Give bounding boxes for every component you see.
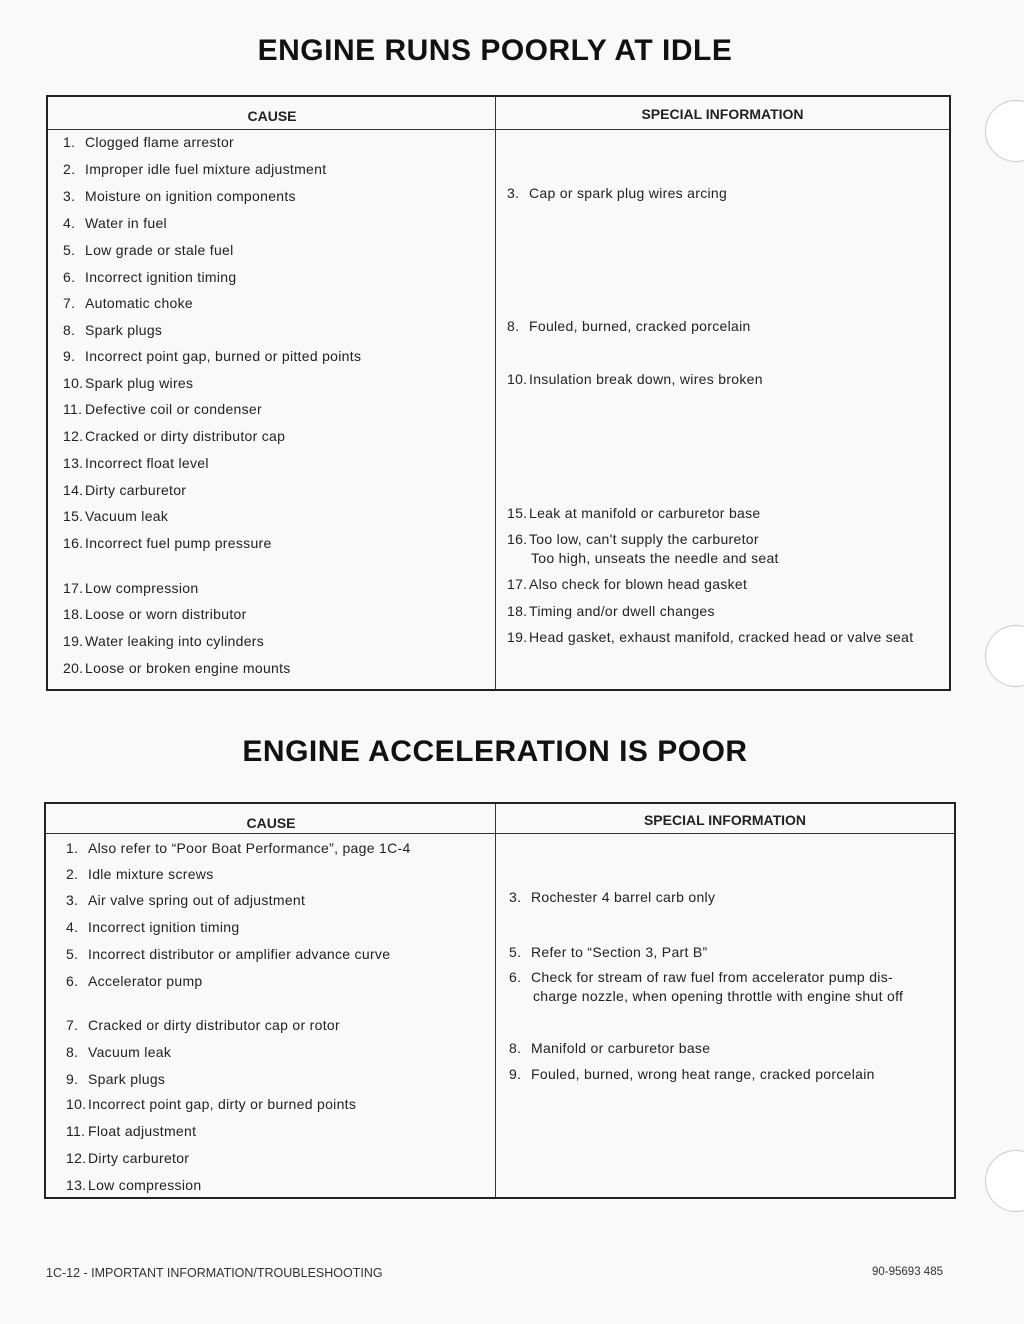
item-number: 16. bbox=[63, 535, 84, 551]
item-number: 6. bbox=[509, 969, 522, 985]
cause-item bbox=[63, 269, 236, 285]
item-number: 14. bbox=[63, 482, 84, 498]
item-number: 6. bbox=[63, 269, 76, 285]
item-text: Incorrect float level bbox=[85, 455, 209, 471]
item-number: 15. bbox=[507, 505, 528, 521]
item-number: 11. bbox=[63, 401, 83, 417]
item-text: Spark plug wires bbox=[85, 375, 194, 391]
cause-item bbox=[63, 188, 296, 204]
item-text: Float adjustment bbox=[88, 1123, 197, 1139]
item-number: 6. bbox=[66, 973, 79, 989]
item-number: 9. bbox=[66, 1071, 79, 1087]
info-header: SPECIAL INFORMATION bbox=[641, 106, 804, 122]
item-number: 5. bbox=[509, 944, 522, 960]
item-text: Incorrect point gap, burned or pitted points bbox=[85, 348, 362, 364]
item-text: Fouled, burned, wrong heat range, cracked porcelain bbox=[531, 1066, 875, 1082]
cause-item bbox=[63, 322, 162, 338]
cause-item bbox=[63, 428, 285, 444]
item-number: 2. bbox=[63, 161, 76, 177]
binder-hole bbox=[985, 625, 1024, 687]
binder-hole bbox=[985, 100, 1024, 162]
item-number: 9. bbox=[63, 348, 76, 364]
item-number: 8. bbox=[507, 318, 520, 334]
cause-item bbox=[63, 606, 247, 622]
cause-item bbox=[63, 660, 291, 676]
item-text: Cracked or dirty distributor cap or rotor bbox=[88, 1017, 340, 1033]
info-item bbox=[509, 889, 715, 905]
item-text: Accelerator pump bbox=[88, 973, 203, 989]
item-number: 18. bbox=[507, 603, 528, 619]
item-number: 13. bbox=[66, 1177, 87, 1193]
cause-item bbox=[66, 919, 239, 935]
cause-item bbox=[66, 1177, 201, 1193]
item-text: Refer to “Section 3, Part B” bbox=[531, 944, 708, 960]
footer-page-label: 1C-12 - IMPORTANT INFORMATION/TROUBLESHOOTING bbox=[46, 1266, 383, 1280]
item-text: Idle mixture screws bbox=[88, 866, 214, 882]
item-text: Vacuum leak bbox=[88, 1044, 172, 1060]
section2-title: ENGINE ACCELERATION IS POOR bbox=[242, 735, 748, 768]
info-item bbox=[507, 505, 761, 521]
item-text: Incorrect distributor or amplifier advance curve bbox=[88, 946, 391, 962]
item-number: 13. bbox=[63, 455, 84, 471]
info-item bbox=[507, 576, 747, 592]
item-number: 11. bbox=[66, 1123, 86, 1139]
item-number: 4. bbox=[63, 215, 76, 231]
item-text: Water leaking into cylinders bbox=[85, 633, 265, 649]
info-header: SPECIAL INFORMATION bbox=[643, 812, 807, 828]
item-number: 9. bbox=[509, 1066, 522, 1082]
column-divider bbox=[495, 97, 496, 689]
info-item bbox=[507, 629, 913, 645]
item-number: 5. bbox=[66, 946, 79, 962]
cause-item bbox=[63, 580, 198, 596]
column-divider bbox=[495, 804, 496, 1197]
item-text: Too low, can't supply the carburetor bbox=[529, 531, 759, 547]
item-text: Rochester 4 barrel carb only bbox=[531, 889, 716, 905]
item-number: 1. bbox=[66, 840, 79, 856]
item-text: Also check for blown head gasket bbox=[529, 576, 748, 592]
item-text: Air valve spring out of adjustment bbox=[88, 892, 306, 908]
table-header bbox=[48, 97, 949, 130]
cause-item bbox=[66, 866, 214, 882]
item-number: 10. bbox=[507, 371, 528, 387]
item-text: Spark plugs bbox=[85, 322, 163, 338]
item-text-continued: charge nozzle, when opening throttle with engine shut off bbox=[533, 988, 904, 1004]
cause-item bbox=[66, 892, 305, 908]
info-item bbox=[509, 944, 707, 960]
item-number: 3. bbox=[507, 185, 520, 201]
cause-item bbox=[63, 401, 262, 417]
item-number: 1. bbox=[63, 134, 76, 150]
info-item bbox=[507, 531, 779, 566]
item-number: 12. bbox=[63, 428, 84, 444]
item-text: Spark plugs bbox=[88, 1071, 166, 1087]
info-item bbox=[507, 371, 763, 387]
item-text: Incorrect ignition timing bbox=[88, 919, 240, 935]
item-number: 10. bbox=[66, 1096, 87, 1112]
item-text: Low compression bbox=[85, 580, 199, 596]
cause-item bbox=[66, 1123, 196, 1139]
item-number: 19. bbox=[63, 633, 84, 649]
item-text: Low grade or stale fuel bbox=[85, 242, 234, 258]
info-item bbox=[509, 1066, 875, 1082]
item-text: Cracked or dirty distributor cap bbox=[85, 428, 286, 444]
cause-item bbox=[66, 840, 411, 856]
item-text: Check for stream of raw fuel from accelerator pump dis- bbox=[531, 969, 893, 985]
info-item bbox=[507, 318, 751, 334]
item-number: 7. bbox=[66, 1017, 79, 1033]
item-text: Also refer to “Poor Boat Performance”, page 1C-4 bbox=[88, 840, 411, 856]
item-text: Manifold or carburetor base bbox=[531, 1040, 711, 1056]
item-text: Fouled, burned, cracked porcelain bbox=[529, 318, 751, 334]
item-number: 2. bbox=[66, 866, 79, 882]
item-text: Incorrect ignition timing bbox=[85, 269, 237, 285]
cause-item bbox=[63, 242, 234, 258]
item-number: 16. bbox=[507, 531, 528, 547]
cause-item bbox=[63, 215, 167, 231]
cause-header: CAUSE bbox=[246, 815, 296, 831]
cause-item bbox=[63, 134, 234, 150]
cause-item bbox=[66, 973, 203, 989]
item-text: Water in fuel bbox=[85, 215, 167, 231]
item-text: Incorrect point gap, dirty or burned points bbox=[88, 1096, 357, 1112]
item-number: 20. bbox=[63, 660, 84, 676]
cause-item bbox=[66, 1071, 165, 1087]
item-number: 4. bbox=[66, 919, 79, 935]
cause-item bbox=[66, 1150, 189, 1166]
item-number: 5. bbox=[63, 242, 76, 258]
info-item bbox=[507, 185, 727, 201]
item-text: Loose or worn distributor bbox=[85, 606, 247, 622]
item-number: 3. bbox=[509, 889, 522, 905]
item-number: 17. bbox=[507, 576, 528, 592]
binder-hole bbox=[985, 1150, 1024, 1212]
info-item bbox=[507, 603, 715, 619]
cause-item bbox=[63, 295, 193, 311]
cause-item bbox=[66, 1044, 171, 1060]
item-number: 17. bbox=[63, 580, 84, 596]
cause-item bbox=[63, 482, 186, 498]
item-text: Vacuum leak bbox=[85, 508, 169, 524]
item-number: 10. bbox=[63, 375, 84, 391]
cause-item bbox=[66, 1017, 340, 1033]
item-number: 18. bbox=[63, 606, 84, 622]
item-number: 8. bbox=[509, 1040, 522, 1056]
footer-part-number: 90-95693 485 bbox=[872, 1266, 943, 1278]
item-text: Loose or broken engine mounts bbox=[85, 660, 291, 676]
section1-title: ENGINE RUNS POORLY AT IDLE bbox=[257, 34, 733, 67]
item-text: Insulation break down, wires broken bbox=[529, 371, 763, 387]
section1-table bbox=[46, 95, 951, 691]
item-text: Dirty carburetor bbox=[88, 1150, 190, 1166]
cause-item bbox=[63, 535, 272, 551]
cause-item bbox=[63, 375, 193, 391]
info-item bbox=[509, 1040, 710, 1056]
cause-item bbox=[63, 508, 168, 524]
item-text: Moisture on ignition components bbox=[85, 188, 296, 204]
item-text: Dirty carburetor bbox=[85, 482, 187, 498]
cause-item bbox=[63, 161, 326, 177]
item-text: Timing and/or dwell changes bbox=[529, 603, 715, 619]
item-text: Improper idle fuel mixture adjustment bbox=[85, 161, 327, 177]
table-header bbox=[46, 804, 954, 834]
cause-item bbox=[66, 946, 390, 962]
item-text: Defective coil or condenser bbox=[85, 401, 262, 417]
item-number: 12. bbox=[66, 1150, 87, 1166]
item-text: Head gasket, exhaust manifold, cracked head or valve seat bbox=[529, 629, 914, 645]
item-number: 15. bbox=[63, 508, 84, 524]
item-text: Leak at manifold or carburetor base bbox=[529, 505, 761, 521]
cause-header: CAUSE bbox=[247, 108, 297, 124]
cause-item bbox=[63, 348, 361, 364]
item-text-continued: Too high, unseats the needle and seat bbox=[531, 550, 779, 566]
item-text: Incorrect fuel pump pressure bbox=[85, 535, 272, 551]
item-number: 8. bbox=[66, 1044, 79, 1060]
item-text: Clogged flame arrestor bbox=[85, 134, 234, 150]
item-number: 7. bbox=[63, 295, 76, 311]
item-number: 19. bbox=[507, 629, 528, 645]
item-number: 3. bbox=[63, 188, 76, 204]
item-text: Low compression bbox=[88, 1177, 202, 1193]
item-number: 3. bbox=[66, 892, 79, 908]
item-text: Cap or spark plug wires arcing bbox=[529, 185, 728, 201]
info-item bbox=[509, 969, 903, 1004]
cause-item bbox=[63, 455, 209, 471]
cause-item bbox=[66, 1096, 356, 1112]
cause-item bbox=[63, 633, 264, 649]
item-number: 8. bbox=[63, 322, 76, 338]
item-text: Automatic choke bbox=[85, 295, 193, 311]
